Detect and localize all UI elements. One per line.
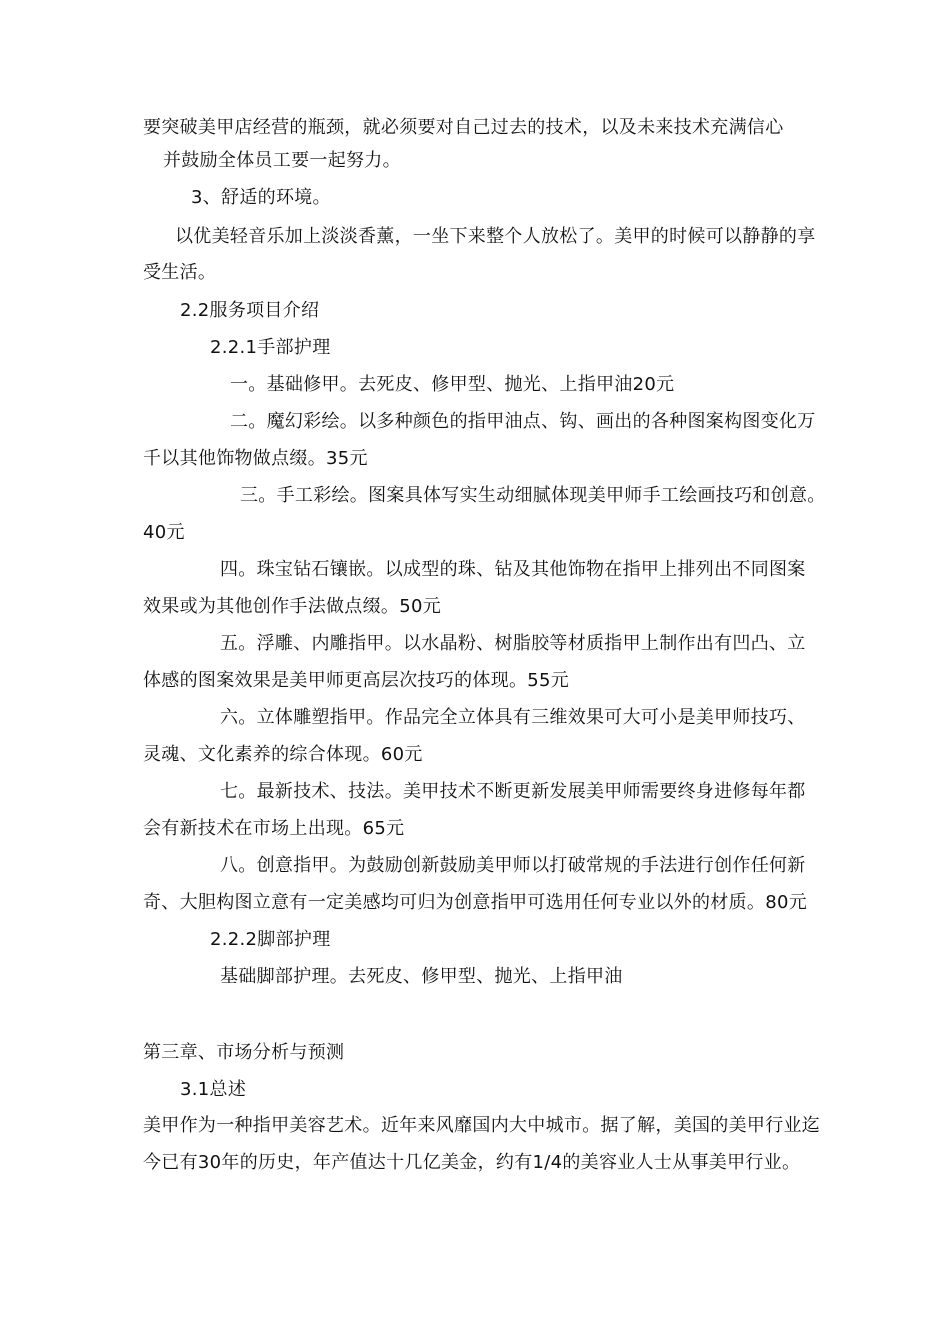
subsection-heading: 2.2.1手部护理 — [210, 337, 331, 358]
service-item-cont: 效果或为其他创作手法做点缀。50元 — [143, 596, 442, 617]
paragraph-line: 今已有30年的历史，年产值达十几亿美金，约有1/4的美容业人士从事美甲行业。 — [143, 1152, 801, 1173]
subsection-heading: 2.2.2脚部护理 — [210, 929, 331, 950]
service-item: 三。手工彩绘。图案具体写实生动细腻体现美甲师手工绘画技巧和创意。 — [240, 485, 826, 506]
service-item: 六。立体雕塑指甲。作品完全立体具有三维效果可大可小是美甲师技巧、 — [220, 707, 806, 728]
service-item-cont: 40元 — [143, 522, 185, 543]
paragraph-line: 受生活。 — [143, 262, 217, 283]
service-item-cont: 奇、大胆构图立意有一定美感均可归为创意指甲可选用任何专业以外的材质。80元 — [143, 892, 808, 913]
service-item-cont: 千以其他饰物做点缀。35元 — [143, 448, 368, 469]
service-item-cont: 会有新技术在市场上出现。65元 — [143, 818, 405, 839]
service-item: 七。最新技术、技法。美甲技术不断更新发展美甲师需要终身进修每年都 — [220, 781, 806, 802]
chapter-heading: 第三章、市场分析与预测 — [143, 1042, 345, 1063]
service-item-cont: 灵魂、文化素养的综合体现。60元 — [143, 744, 423, 765]
service-item: 八。创意指甲。为鼓励创新鼓励美甲师以打破常规的手法进行创作任何新 — [220, 855, 806, 876]
service-item: 五。浮雕、内雕指甲。以水晶粉、树脂胶等材质指甲上制作出有凹凸、立 — [220, 633, 806, 654]
paragraph-line: 要突破美甲店经营的瓶颈，就必须要对自己过去的技术，以及未来技术充满信心 — [143, 117, 784, 138]
section-heading: 3.1总述 — [180, 1079, 247, 1100]
paragraph-line: 以优美轻音乐加上淡淡香薰，一坐下来整个人放松了。美甲的时候可以静静的享 — [175, 226, 816, 247]
paragraph-line: 美甲作为一种指甲美容艺术。近年来风靡国内大中城市。据了解，美国的美甲行业迄 — [143, 1115, 821, 1136]
service-item: 基础脚部护理。去死皮、修甲型、抛光、上指甲油 — [220, 966, 623, 987]
service-item-cont: 体感的图案效果是美甲师更高层次技巧的体现。55元 — [143, 670, 570, 691]
service-item: 四。珠宝钻石镶嵌。以成型的珠、钻及其他饰物在指甲上排列出不同图案 — [220, 559, 806, 580]
paragraph-line: 并鼓励全体员工要一起努力。 — [163, 150, 401, 171]
section-heading: 2.2服务项目介绍 — [180, 300, 320, 321]
service-item: 一。基础修甲。去死皮、修甲型、抛光、上指甲油20元 — [230, 374, 675, 395]
service-item: 二。魔幻彩绘。以多种颜色的指甲油点、钩、画出的各种图案构图变化万 — [230, 411, 816, 432]
section-heading: 3、舒适的环境。 — [191, 187, 331, 208]
